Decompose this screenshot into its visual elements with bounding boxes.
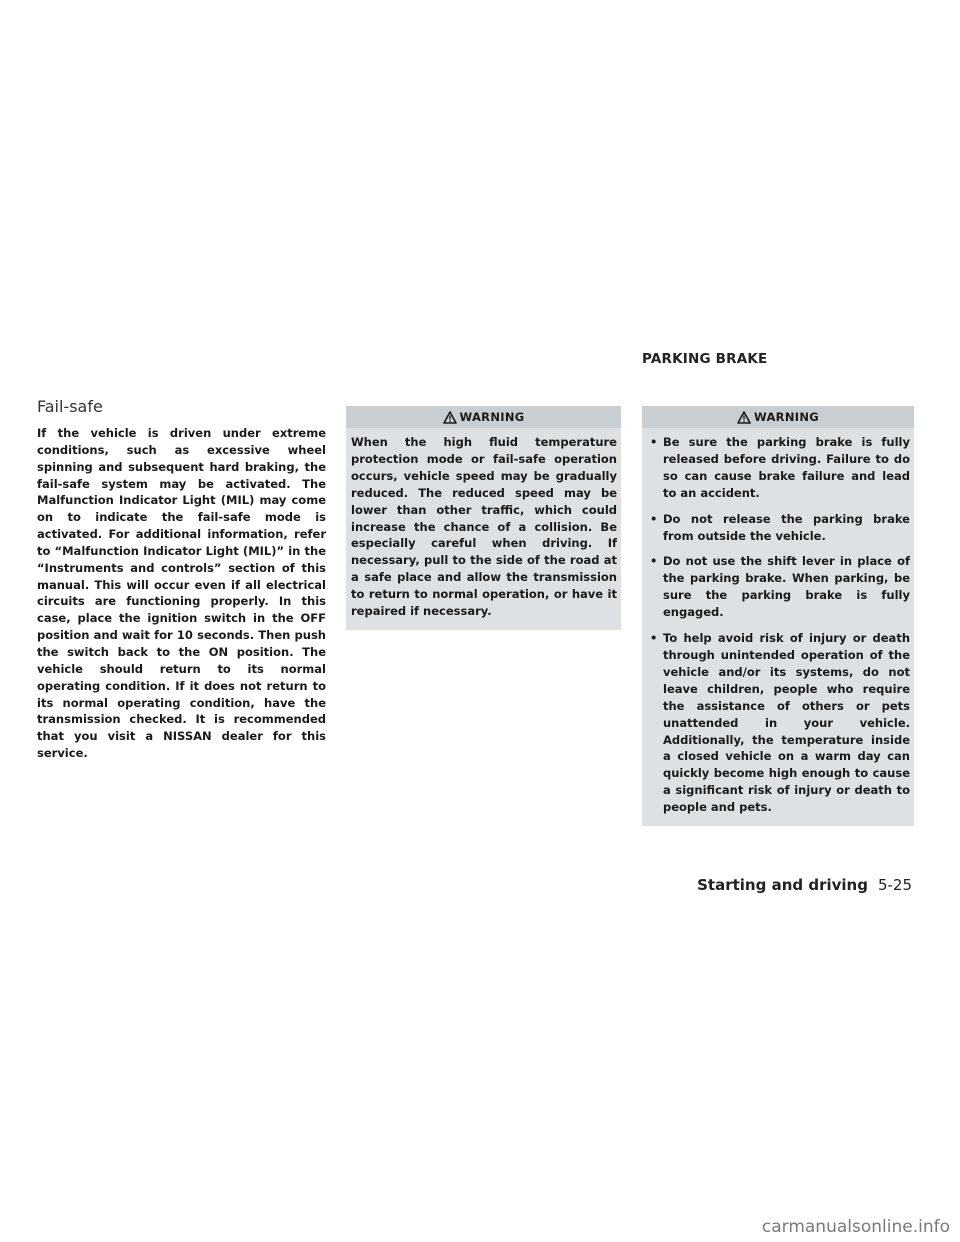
warning-header: [346, 406, 621, 428]
bullet-icon: •: [650, 554, 658, 569]
warning-triangle-icon: [443, 411, 457, 424]
list-item: [647, 630, 910, 816]
bullet-icon: •: [650, 631, 658, 646]
chapter-title: Starting and driving: [697, 876, 868, 894]
list-item: [647, 511, 910, 545]
warning-box-parking-brake: [642, 406, 914, 826]
list-item: [647, 553, 910, 621]
warning-text: When the high fluid temperature protection mode or fail-safe operation occurs, vehicle speed may be gradually reduced. The reduced speed may be lower than other traffic, which could increase the chance of a collision. Be especially careful when driving. If necessary, pull to the side of the road at a safe place and allow the transmission to return to normal operation, or have it repaired if necessary.: [351, 435, 617, 619]
watermark[interactable]: carmanualsonline.info: [761, 1217, 950, 1237]
warning-box-fail-safe: [346, 406, 621, 630]
warning-triangle-icon: [737, 411, 751, 424]
warning-label: WARNING: [459, 410, 525, 424]
list-item: [647, 434, 910, 502]
page-footer: [697, 876, 912, 894]
list-item-text: Do not release the parking brake from outside the vehicle.: [663, 511, 910, 543]
warning-label: WARNING: [754, 410, 819, 424]
warning-list: [647, 434, 910, 816]
list-item-text: To help avoid risk of injury or death through unintended operation of the vehicle and/or its systems, do not leave children, people who require the assistance of others or pets unattended in your vehicle. Additionally, the temperature inside a closed vehicle on a warm day can quickly become high enough to cause a significant risk of injury or death to people and pets.: [663, 631, 910, 815]
list-item-text: Be sure the parking brake is fully released before driving. Failure to do so can cause brake failure and lead to an accident.: [663, 435, 910, 500]
section-heading: PARKING BRAKE: [642, 351, 768, 367]
fail-safe-section: [37, 397, 326, 762]
bullet-icon: •: [650, 511, 658, 526]
bullet-icon: •: [650, 435, 658, 449]
page-number: 5-25: [877, 876, 912, 894]
fail-safe-heading: Fail-safe: [37, 397, 103, 416]
fail-safe-body: If the vehicle is driven under extreme conditions, such as excessive wheel spinning and subsequent hard braking, the fail-safe system may be activated. The Malfunction Indicator Light (MIL) may come on to indicate the fail-safe mode is activated. For additional information, refer to “Malfunction Indicator Light (MIL)” in the “Instruments and controls” section of this manual. This will occur even if all electrical circuits are functioning properly. In this case, place the ignition switch in the OFF position and wait for 10 seconds. Then push the switch back to the ON position. The vehicle should return to its normal operating condition. If it does not return to its normal operating condition, have the transmission checked. It is recommended that you visit a NISSAN dealer for this service.: [37, 426, 326, 761]
list-item-text: Do not use the shift lever in place of the parking brake. When parking, be sure the parking brake is fully engaged.: [663, 554, 910, 620]
warning-header: [642, 406, 914, 428]
